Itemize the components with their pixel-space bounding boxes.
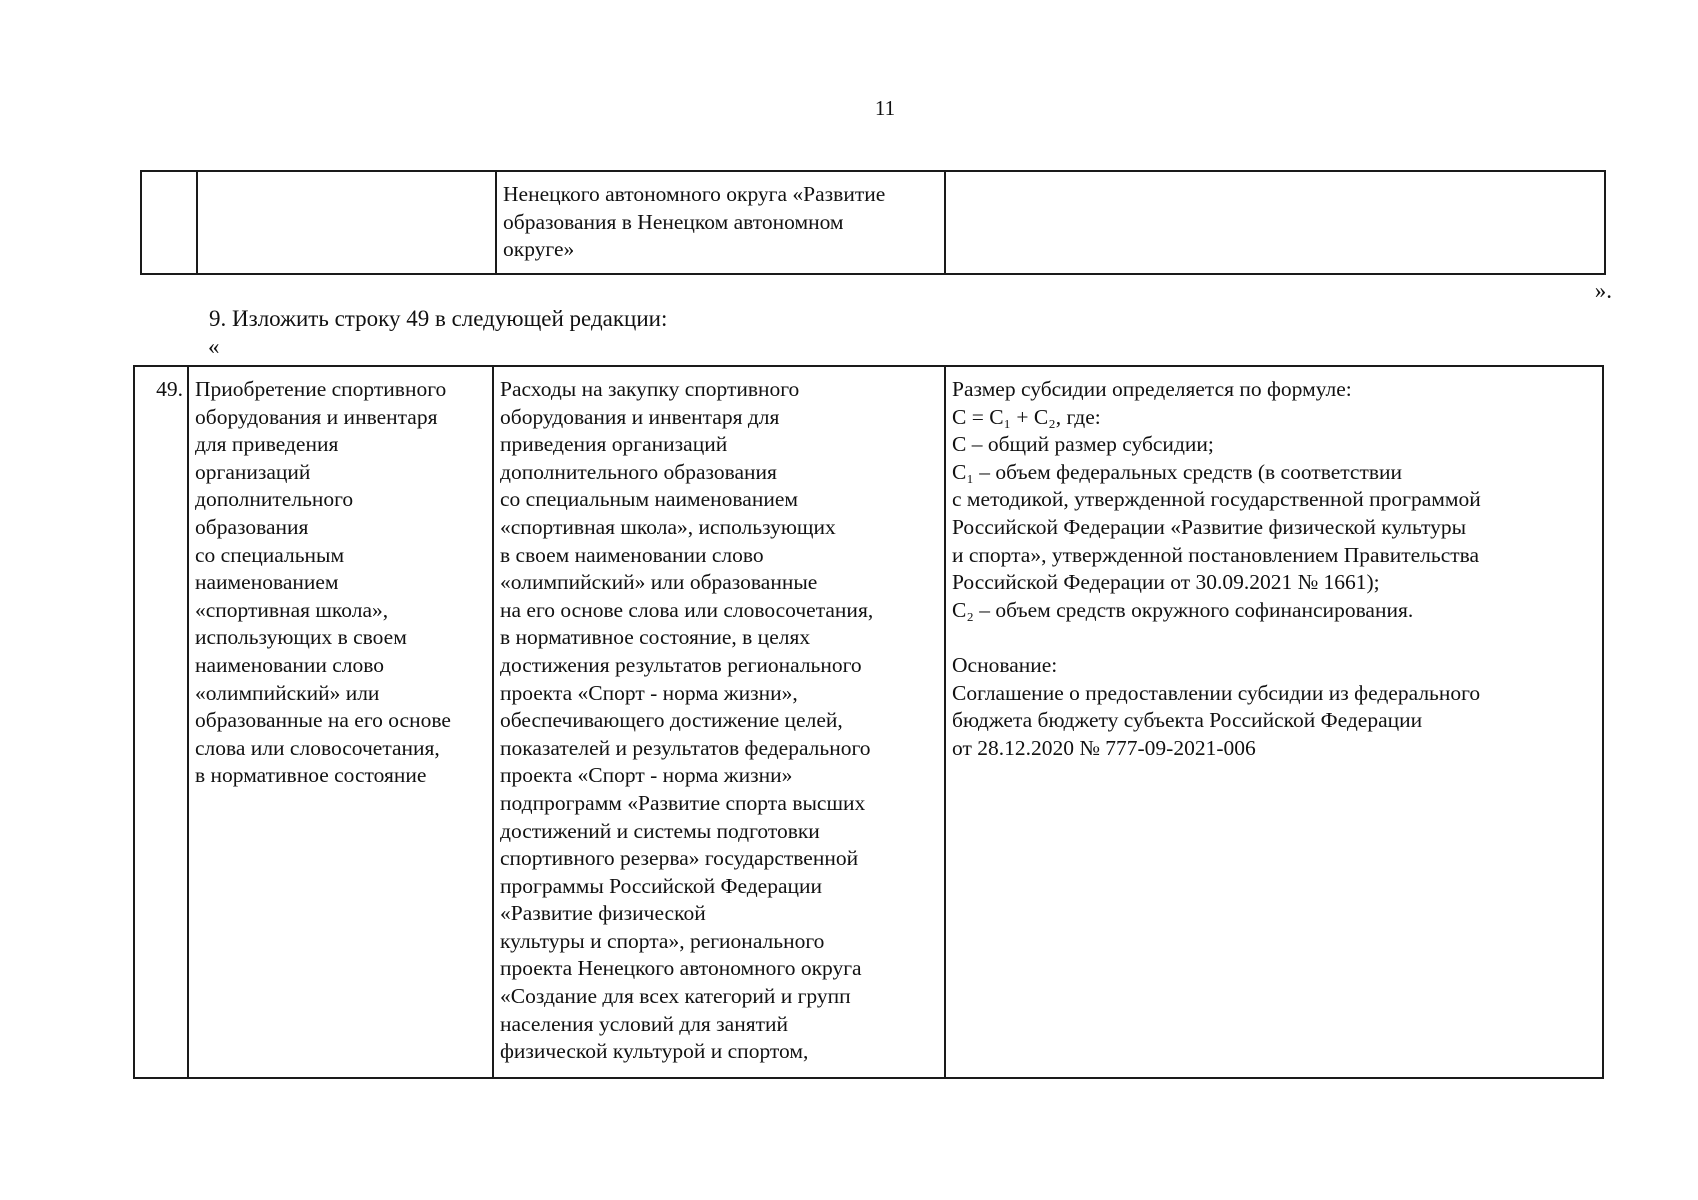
name-cell: Приобретение спортивного оборудования и инвентаря для приведения организаций дополнительного образования со специальным наименованием «спортивная школа», использующих в своем наименовании слово «олимпийский» или образованные на его основе слова или словосочетания, в нормативное состояние [188,366,493,1078]
description-cell: Ненецкого автономного округа «Развитие образования в Ненецком автономном округе» [496,171,945,274]
formula-cell [945,171,1605,274]
formula-cell: Размер субсидии определяется по формуле: С = С₁ + С₂, где: С – общий размер субсидии; С₁ – объем федеральных средств (в соответствии с методикой, утвержденной государственной программой Российской Федерации «Развитие физической культуры и спорта», утвержденной постановлением Правительства Российской Федерации от 30.09.2021 № 1661); С₂ – объем средств окружного софинансирования. Основание: Соглашение о предоставлении субсидии из федерального бюджета бюджету субъекта Российской Федерации от 28.12.2020 № 777-09-2021-006 [945,366,1603,1078]
table-row [134,366,1603,1078]
continuation-table [140,170,1606,275]
name-cell [197,171,496,274]
table-row [141,171,1605,274]
row-number-cell: 49. [134,366,188,1078]
number-cell [141,171,197,274]
amendment-instruction: 9. Изложить строку 49 в следующей редакции: [209,306,668,331]
closing-quote: ». [1594,278,1612,303]
description-cell: Расходы на закупку спортивного оборудования и инвентаря для приведения организаций дополнительного образования со специальным наименованием «спортивная школа», использующих в своем наименовании слово «олимпийский» или образованные на его основе слова или словосочетания, в нормативное состояние, в целях достижения результатов регионального проекта «Спорт - норма жизни», обеспечивающего достижение целей, показателей и результатов федерального проекта «Спорт - норма жизни» подпрограмм «Развитие спорта высших достижений и системы подготовки спортивного резерва» государственной программы Российской Федерации «Развитие физической культуры и спорта», регионального проекта Ненецкого автономного округа «Создание для всех категорий и групп населения условий для занятий физической культурой и спортом, [493,366,945,1078]
opening-quote: « [208,334,220,359]
row-49-table [133,365,1604,1079]
page-number: 11 [874,96,896,120]
